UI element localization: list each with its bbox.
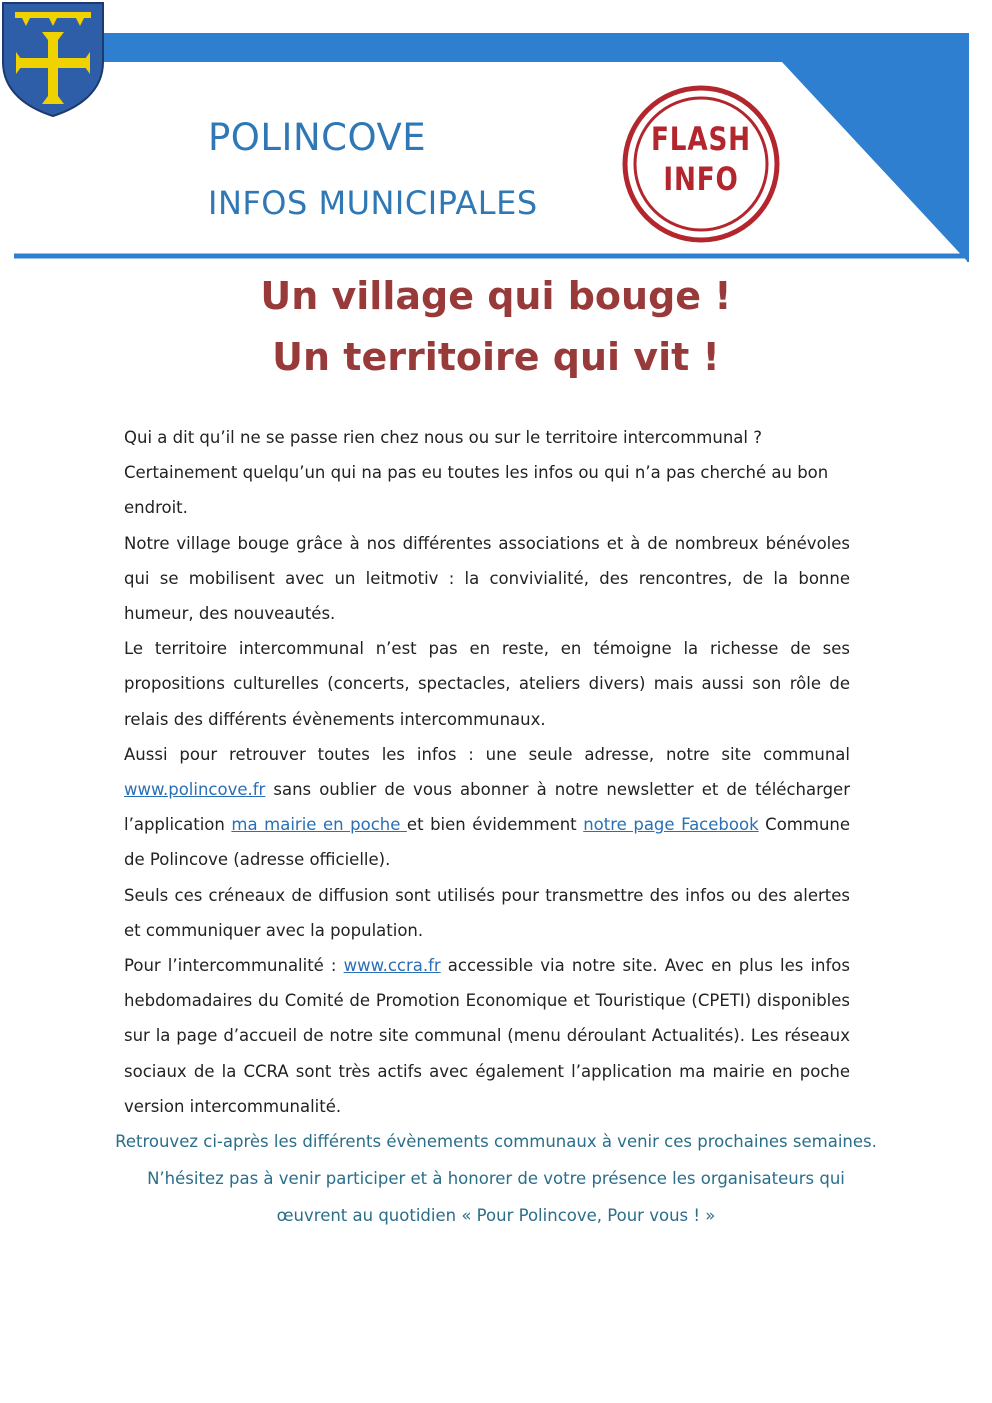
coat-of-arms-icon	[0, 0, 106, 118]
polincove-site-link[interactable]: www.polincove.fr	[124, 780, 266, 800]
paragraph-2: Certainement quelqu’un qui na pas eu toutes les infos ou qui n’a pas cherché au bon endroit.	[124, 463, 829, 518]
body-text	[124, 420, 850, 1124]
closing-line-2: N’hésitez pas à venir participer et à honorer de votre présence les organisateurs qui	[147, 1169, 845, 1188]
p5-text-3: et bien évidemment	[406, 815, 584, 835]
ma-mairie-app-link[interactable]: ma mairie en poche	[231, 815, 407, 835]
closing-message	[100, 1123, 892, 1234]
facebook-page-link[interactable]: notre page Facebook	[583, 815, 759, 835]
ccra-site-link[interactable]: www.ccra.fr	[343, 956, 441, 976]
paragraph-3: Notre village bouge grâce à nos différentes associations et à de nombreux bénévoles qui se mobilisent avec un leitmotiv : la convivialité, des rencontres, de la bonne humeur, des nouveautés.	[124, 533, 850, 624]
stamp-line-1: FLASH	[651, 120, 751, 158]
paragraph-7	[124, 948, 850, 1124]
p5-text-1: Aussi pour retrouver toutes les infos : une seule adresse, notre site communal	[124, 744, 850, 764]
banner-top-band	[14, 33, 968, 262]
p5-text-4: Commune de Polincove (adresse officielle).	[124, 815, 851, 870]
stamp-line-2: INFO	[663, 160, 739, 198]
paragraph-5	[124, 737, 850, 878]
town-name: POLINCOVE	[208, 116, 427, 159]
headline-line-2: Un territoire qui vit !	[272, 335, 720, 379]
banner-graphic	[0, 0, 992, 270]
paragraph-4: Le territoire intercommunal n’est pas en reste, en témoigne la richesse de ses propositions culturelles (concerts, spectacles, ateliers divers) mais aussi son rôle de relais des différents évènements intercommunaux.	[124, 639, 850, 729]
paragraph-1: Qui a dit qu’il ne se passe rien chez nous ou sur le territoire intercommunal ?	[124, 428, 762, 447]
headline-line-1: Un village qui bouge !	[260, 274, 732, 318]
closing-line-1: Retrouvez ci-après les différents évènements communaux à venir ces prochaines semaines.	[115, 1132, 877, 1151]
header-banner	[0, 0, 992, 270]
closing-line-3: œuvrent au quotidien « Pour Polincove, Pour vous ! »	[276, 1206, 716, 1225]
flash-info-stamp	[621, 84, 781, 244]
p5-text-2: sans oublier de vous abonner à notre newsletter et de télécharger l’application	[124, 780, 850, 835]
header-subtitle: INFOS MUNICIPALES	[208, 184, 538, 222]
p7-text-1: Pour l’intercommunalité :	[124, 956, 344, 976]
paragraph-6: Seuls ces créneaux de diffusion sont utilisés pour transmettre des infos ou des alertes et communiquer avec la population.	[124, 885, 850, 940]
p7-text-2: accessible via notre site. Avec en plus les infos hebdomadaires du Comité de Promotion Economique et Touristique (CPETI) disponibles sur la page d’accueil de notre site communal (menu déroulant Actualités). Les réseaux sociaux de la CCRA sont très actifs avec également l’application ma mairie en poche version intercommunalité.	[124, 956, 850, 1116]
